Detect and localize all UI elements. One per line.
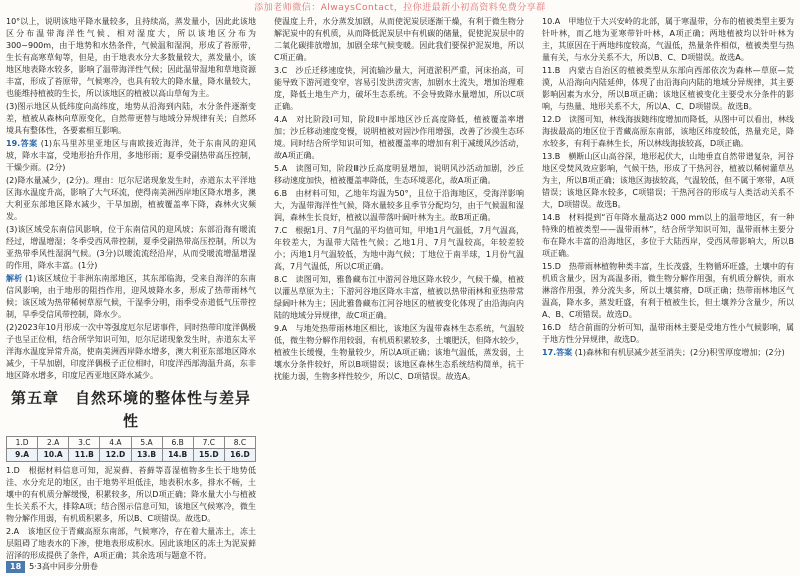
question-19-label: 19.答案 — [6, 139, 38, 148]
question-19 — [6, 138, 256, 174]
answer-key-cell: 5.A — [131, 437, 162, 449]
answer-key-cell: 11.B — [69, 449, 100, 461]
page-footer — [6, 561, 98, 573]
paragraph-3: (3)图示地区从低纬度向高纬度，地势从沿海到内陆，水分条件逐渐变差，植被从森林向草原变化，自然带更替与地域分异规律有关；自然环境具有整体性，各要素相互影响。 — [6, 102, 256, 135]
answer-q9: 9.A 与地处热带雨林地区相比，该地区为温带森林生态系统，气温较低，微生物分解作用较弱，有机质积累较多，土壤肥沃，但降水较少，植被生长缓慢，生物量较少，所以A项正确；该地气温低，蒸发弱，土壤水分条件较好，所以B项错误；该地区森林生态系统结构简单，抗干扰能力弱，生物多样性较少，所以C、D项错误。故选A。 — [274, 324, 524, 381]
answer-q5: 5.A 读图可知，阶段Ⅲ沙丘高度明显增加，说明风沙活动加剧，沙丘移动速度加快，植被覆盖率降低，生态环境恶化，故A项正确。 — [274, 164, 524, 185]
analysis-text: (1)该区域位于非洲东南部地区，其东部临海，受来自海洋的东南信风影响，由于地形的阻挡作用，迎风坡降水多，形成了热带雨林气候；该区域为热带稀树草原气候，干湿季分明，雨季受赤道低气压带控制，旱季受信风带控制，降水少。 — [6, 274, 256, 319]
watermark-text: 添加老师微信：AlwaysContact，拉你进最新小初高资料免费分享群 — [254, 3, 546, 13]
answer-q10: 10.A 甲地位于大兴安岭的北部，属于寒温带，分布的植被类型主要为针叶林，而乙地为亚寒带针叶林，A项正确；两地植被均以针叶林为主，其原因在于两地纬度较高，气温低，热量条件相似，植被类型与热量有关，与水分关系不大，所以B、C、D项错误。故选A。 — [542, 17, 794, 62]
answer-key-cell: 4.A — [100, 437, 131, 449]
question-19-part-2: (2)降水量减少，(2分)。理由：厄尔尼诺现象发生时，赤道东太平洋地区海水温度升高，影响了大气环流，使得南美洲西岸地区降水增多，澳大利亚东部地区降水减少，干旱加剧，植被覆盖率下降，森林火灾频发。 — [6, 176, 256, 221]
answer-q1: 1.D 根据材料信息可知，泥炭藓、苔藓等喜湿植物多生长于地势低洼、水分充足的地区，由于地势平坦低洼，地表积水多，排水不畅，土壤中的有机质分解缓慢，积累较多，所以D项正确；降水量大小与植被生长关系不大，排除A项；结合图示信息可知，该地区气候寒冷，微生物分解作用弱，有机质积累多，所以B、C项错误。故选D。 — [6, 465, 256, 523]
paragraph-continued: 使温度上升，水分蒸发加剧，从而使泥炭层逐渐干燥，有利于微生物分解泥炭中的有机质，从而降低泥炭层中有机碳的储量，促使泥炭层中的二氧化碳排放增加，加剧全球气候变暖。因此我们要保护泥炭地，所以C项正确。 — [274, 17, 524, 62]
column-left — [6, 16, 256, 563]
answer-key-cell: 1.D — [7, 437, 38, 449]
answer-q4: 4.A 对比阶段Ⅰ可知，阶段Ⅱ中部地区沙丘高度降低，植被覆盖率增加；沙丘移动速度变慢，说明植被对固沙作用增强，改善了沙漠生态环境。同时结合所学知识可知，植被覆盖率的增加有利于减缓风沙活动，故A项正确。 — [274, 115, 524, 160]
book-title: 5·3高中同步分册卷 — [29, 562, 98, 571]
answer-key-cell: 8.C — [224, 437, 255, 449]
answer-key-cell: 14.B — [162, 449, 193, 461]
chapter-title: 第五章 自然环境的整体性与差异性 — [10, 389, 251, 430]
page-number: 18 — [6, 561, 25, 573]
answer-key-cell: 6.B — [162, 437, 193, 449]
answer-q7: 7.C 根据1月、7月气温的平均值可知，甲地1月气温低，7月气温高，年较差大，为温带大陆性气候；乙地1月、7月气温较高，年较差较小；丙地1月气温较低，为地中海气候；丁地位于南半球，1月份气温高，7月气温低，所以C项正确。 — [274, 226, 524, 271]
answer-key-cell: 10.A — [38, 449, 69, 461]
answer-q13: 13.B 横断山区山高谷深，地形起伏大，山地垂直自然带谱复杂，河谷地区受焚风效应影响，气候干热，形成了干热河谷，植被以稀树灌草丛为主，所以B项正确；该地区海拔较高，气温较低，但不属于寒带，A项错误；该地区降水较多，C项错误；干热河谷的形成与人类活动关系不大，D项错误。故选B。 — [542, 152, 794, 209]
question-19-part-3: (3)该区域受东南信风影响，位于东南信风的迎风坡；东部沿海有暖流经过，增温增湿；冬季受西风带控制，夏季受副热带高压控制，所以为亚热带季风性湿润气候。(3分)以暖流流经沿岸，从而受暖流增温增湿的作用，降水丰富。(1分) — [6, 225, 256, 270]
answer-key-cell: 7.C — [193, 437, 224, 449]
question-19-part-4: (2)2023年10月形成一次中等强度厄尔尼诺事件，同时热带印度洋偶极子也呈正位相，结合所学知识可知，厄尔尼诺现象发生时，赤道东太平洋海水温度异常升高，使南美洲西岸降水增多，澳大利亚东部地区降水减少，干旱加剧，印度洋偶极子正位相时，印度洋西部海温升高，东非地区降水增多，印度尼西亚地区降水减少。 — [6, 323, 256, 380]
answer-q11: 11.B 内蒙古自治区的植被类型从东部向西部依次为森林—草原—荒漠，从沿海向内陆延伸，体现了由沿海向内陆的地域分异规律，其主要影响因素为水分，所以B项正确；该地区植被变化主要受水分条件的影响，与热量、地形关系不大，所以A、C、D项错误。故选B。 — [542, 66, 794, 111]
answer-key-row-2 — [7, 449, 256, 461]
answer-key-cell: 9.A — [7, 449, 38, 461]
answer-q16: 16.D 结合前面的分析可知，温带雨林主要是受地方性小气候影响，属于地方性分异规律，故选D。 — [542, 323, 794, 344]
answer-q8: 8.C 读图可知，雅鲁藏布江中游河谷地区降水较少，气候干燥，植被以灌丛草原为主；下游河谷地区降水丰富，植被以热带雨林和亚热带常绿阔叶林为主；因此雅鲁藏布江河谷地区的植被变化体现了由沿海向内陆的地域分异规律，故C项正确。 — [274, 275, 524, 320]
answer-q15: 15.D 热带雨林植物种类丰富，生长茂盛，生物循环旺盛，土壤中的有机质含量少，因为高温多雨，微生物分解作用强，有机质分解快，雨水淋溶作用强，养分流失多，所以土壤贫瘠，D项正确；热带雨林地区气温高，降水多，蒸发旺盛，有利于植被生长，但土壤养分含量少，所以A、B、C项错误。故选D。 — [542, 262, 794, 319]
question-17-label: 17.答案 — [542, 348, 573, 357]
answer-key-cell: 13.B — [131, 449, 162, 461]
column-right — [542, 16, 794, 360]
answer-q14: 14.B 材料提到“百年降水量高达2 000 mm以上的温带地区，有一种特殊的植被类型——温带雨林”，结合所学知识可知，温带雨林主要分布在降水丰富的沿海地区，多位于大陆西岸，受西风带影响大，所以B项正确。 — [542, 213, 794, 258]
answer-q2: 2.A 该地区位于青藏高原东南部，气候寒冷，存在着大量冻土，冻土层阻碍了地表水的下渗，使地表形成积水。因此该地区的冻土为泥炭藓沼泽的形成提供了条件，A项正确；其余选项与题意不符。 — [6, 526, 256, 560]
answer-key-row-1 — [7, 437, 256, 449]
answer-key-cell: 2.A — [38, 437, 69, 449]
analysis-label: 解析 — [6, 274, 23, 283]
answer-key-cell: 12.D — [100, 449, 131, 461]
question-17-text: (1)森林和有机层减少甚至消失；(2分)积雪厚度增加；(2分) — [574, 348, 785, 357]
answer-key-cell: 15.D — [193, 449, 224, 461]
answer-q6: 6.B 由材料可知，乙地年均温为50°，且位于沿海地区，受海洋影响大，为温带海洋性气候，降水量较多且季节分配均匀，由于气候温和湿润，森林生长良好，植被以温带落叶阔叶林为主。故B项正确。 — [274, 189, 524, 222]
question-17 — [542, 347, 794, 359]
answer-q3: 3.C 沙丘迁移速度快，河流输沙量大，河道淤积严重，河床抬高，可能导致下游河道变窄，容易引发洪涝灾害，加剧水土流失，增加治理难度，降低土地生产力，破坏生态系统。不会导致降水量增加，所以C项正确。 — [274, 66, 524, 111]
column-middle — [274, 16, 524, 384]
question-19-analysis — [6, 273, 256, 321]
answer-key-table — [6, 436, 256, 462]
answer-key-cell: 16.D — [224, 449, 255, 461]
paragraph-intro: 10°以上，说明该地平降水量较多，且持续高，蒸发量小，因此此该地区分布温带海洋性气候、相对湿度大，所以该地区分布为300~900m，由于地势和水热条件，气候温和湿润，形成了苔原带，生长有高寒草甸等，但是，由于地表水分大多数量较大，蒸发量小，该地区地表降水较多，影响了温带海洋性气候；因此温带湿地和草地资源丰富，形成了苔原带，气候寒冷，也具有较大的降水量，降水量较大，也能维持植被的生长，所以该地区的植被以高山草甸为主。 — [6, 17, 256, 98]
answer-q12: 12.D 读图可知，林线海拔随纬度增加而降低，从图中可以看出，林线海拔最高的地区位于青藏高原东南部，该地区纬度较低，热量充足，降水较多，有利于森林生长，所以林线海拔较高，D项正确。 — [542, 115, 794, 148]
answer-key-cell: 3.C — [69, 437, 100, 449]
question-19-text: (1)东马里苏里亚地区与南欧接近海洋，处于东南风的迎风坡，降水丰富，受地形抬升作用，多地形雨；夏季受副热带高压控制，干燥少雨。(2分) — [6, 139, 256, 172]
